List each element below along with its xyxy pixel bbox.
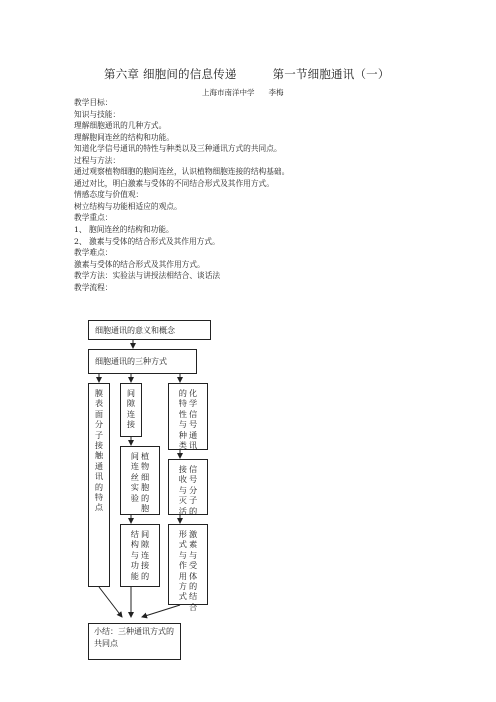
vertical-char: 的 [141, 492, 150, 503]
vertical-char: 胞 [141, 503, 150, 514]
text-line: 教学目标： [74, 98, 113, 107]
vertical-char: 与 [178, 484, 187, 495]
vertical-char: 子 [189, 495, 198, 506]
vertical-text-column [127, 388, 135, 436]
vertical-char: 讯 [94, 471, 104, 482]
text-line: 教学方法：实验法与讲授法相结合、谈话法 [74, 271, 221, 281]
vertical-char: 隙 [141, 539, 150, 550]
vertical-char: 的 [189, 581, 198, 592]
vertical-char: 通 [94, 460, 104, 471]
vertical-char: 接 [141, 560, 150, 571]
flow-box-plant-experiment [120, 446, 160, 515]
text-line: 过程与方法： [74, 155, 121, 165]
vertical-char: 式 [178, 591, 187, 602]
vertical-char: 方 [178, 581, 187, 592]
vertical-char: 接 [126, 419, 136, 430]
flow-box-summary [88, 623, 181, 660]
vertical-text-column [131, 451, 139, 514]
vertical-char: 化 [189, 388, 198, 398]
vertical-text-column [141, 529, 149, 586]
vertical-text-column [179, 464, 187, 514]
vertical-char: 通 [189, 429, 198, 440]
flow-box-label: 细胞通讯的意义和概念 [95, 325, 175, 335]
flow-box-signal-receive [168, 459, 208, 515]
text-line: 理解胞间连丝的结构和功能。 [74, 132, 174, 142]
vertical-char: 式 [178, 539, 187, 550]
vertical-char: 与 [130, 549, 139, 560]
vertical-char: 与 [178, 549, 187, 560]
vertical-char: 接 [94, 440, 104, 451]
text-line: 教学难点： [74, 248, 113, 258]
vertical-char: 活 [178, 505, 187, 516]
arrow-hormone-summary [142, 605, 180, 617]
vertical-text-column [189, 388, 197, 449]
vertical-char: 胞 [141, 482, 150, 493]
vertical-char: 的 [94, 481, 104, 492]
vertical-char: 子 [94, 429, 104, 440]
vertical-char: 收 [178, 474, 187, 485]
vertical-char: 讯 [189, 440, 198, 451]
vertical-char: 连 [141, 549, 150, 560]
vertical-char: 面 [94, 408, 104, 419]
text-line: 激素与受体的结合形式及其作用方式。 [74, 259, 205, 269]
text-line: 情感态度与价值观： [74, 190, 144, 200]
chapter-title: 第六章 细胞间的信息传递 [104, 67, 237, 81]
vertical-text-column [141, 451, 149, 514]
text-line: 教学流程： [74, 282, 113, 292]
vertical-char: 与 [178, 419, 187, 430]
vertical-char: 能 [130, 570, 139, 581]
vertical-char: 连 [126, 408, 136, 419]
vertical-char: 与 [189, 549, 198, 560]
vertical-char: 结 [130, 529, 139, 539]
vertical-char: 学 [189, 398, 198, 409]
vertical-char: 分 [94, 419, 104, 430]
vertical-char: 接 [178, 464, 187, 474]
vertical-text-column [179, 529, 187, 604]
vertical-char: 种 [178, 429, 187, 440]
vertical-char: 类 [178, 440, 187, 451]
flow-box-label: 小结：三种通讯方式的共同点 [94, 627, 174, 648]
vertical-char: 作 [178, 560, 187, 571]
vertical-text-column [131, 529, 139, 586]
vertical-char: 膜 [94, 388, 104, 398]
vertical-char: 性 [178, 408, 187, 419]
section-title: 第一节细胞通讯（一） [272, 67, 390, 81]
vertical-char: 细 [141, 471, 150, 482]
vertical-char: 实 [130, 482, 139, 493]
vertical-text-column [189, 529, 198, 612]
vertical-char: 用 [178, 570, 187, 581]
vertical-char: 间 [126, 388, 136, 398]
vertical-char: 触 [94, 450, 104, 461]
vertical-char: 体 [189, 570, 198, 581]
vertical-char: 号 [189, 474, 198, 485]
vertical-text-column [95, 388, 103, 586]
text-line: 1、 胞间连丝的结构和功能。 [74, 225, 174, 235]
vertical-char: 验 [130, 492, 139, 503]
vertical-char: 隙 [126, 398, 136, 409]
vertical-char: 表 [94, 398, 104, 409]
text-line: 2、 激素与受体的结合形式及其作用方式。 [74, 236, 220, 246]
vertical-char: 激 [189, 529, 198, 539]
author-name: 李梅 [268, 88, 284, 97]
vertical-text-column [189, 464, 197, 514]
vertical-char: 间 [141, 529, 150, 539]
vertical-char: 丝 [130, 471, 139, 482]
text-line: 理解细胞通讯的几种方式。 [74, 121, 167, 131]
vertical-char: 间 [130, 451, 139, 461]
flow-box-label: 细胞通讯的三种方式 [95, 357, 167, 366]
vertical-char: 点 [94, 502, 104, 513]
vertical-char: 的 [178, 388, 187, 398]
vertical-char: 信 [189, 408, 198, 419]
vertical-char: 素 [189, 539, 198, 550]
vertical-char: 功 [130, 560, 139, 571]
vertical-char: 的 [189, 505, 198, 516]
vertical-char: 分 [189, 484, 198, 495]
text-line: 知道化学信号通讯的特性与种类以及三种通讯方式的共同点。 [74, 144, 282, 154]
text-line: 通过观察植物细胞的胞间连丝，认识植物细胞连接的结构基础。 [74, 167, 290, 177]
vertical-char: 连 [130, 461, 139, 472]
vertical-char: 构 [130, 539, 139, 550]
vertical-char: 特 [94, 492, 104, 503]
flow-box-meaning [88, 320, 211, 340]
vertical-char: 号 [189, 419, 198, 430]
vertical-char: 灭 [178, 495, 187, 506]
flow-box-gap-junction [120, 383, 142, 437]
text-line: 知识与技能： [74, 109, 121, 119]
text-line: 通过对比，明白激素与受体的不同结合形式及其作用方式。 [74, 178, 274, 188]
text-line: 树立结构与功能相适应的观点。 [74, 201, 182, 211]
vertical-char: 信 [189, 464, 198, 474]
arrow-left-summary [99, 587, 122, 617]
vertical-char: 的 [141, 570, 150, 581]
school-name: 上海市南洋中学 [202, 88, 255, 97]
vertical-char: 物 [141, 461, 150, 472]
text-line: 教学重点： [74, 213, 113, 223]
flow-box-membrane-contact [88, 383, 110, 587]
vertical-char: 植 [141, 451, 150, 461]
flow-box-chemical-signal [168, 383, 208, 450]
flow-box-gap-structure [120, 524, 160, 587]
vertical-char: 形 [178, 529, 187, 539]
vertical-text-column [179, 388, 187, 449]
vertical-char: 合 [189, 601, 198, 612]
vertical-char: 受 [189, 560, 198, 571]
vertical-char: 特 [178, 398, 187, 409]
vertical-char: 结 [189, 591, 198, 602]
flow-box-three-ways [88, 349, 197, 374]
flow-box-hormone-receptor [168, 524, 208, 612]
